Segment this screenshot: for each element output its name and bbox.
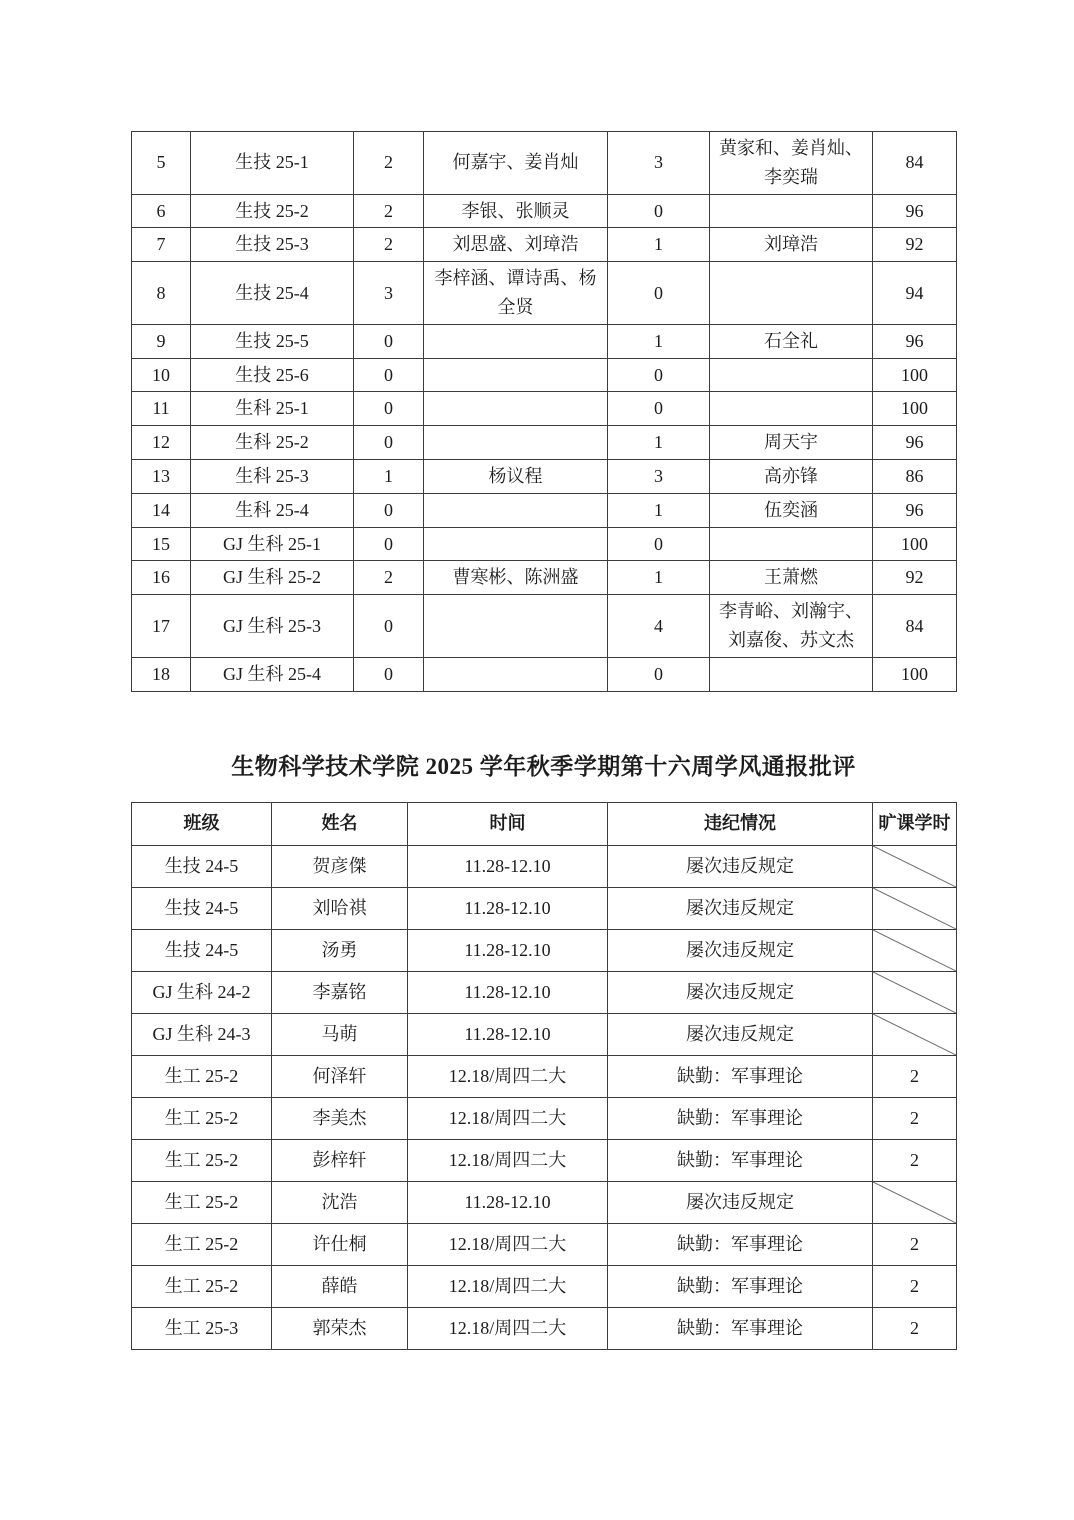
cell-names-a — [424, 358, 608, 392]
cell-count-b: 3 — [608, 132, 710, 195]
cell-names-a: 李梓涵、谭诗禹、杨全贤 — [424, 262, 608, 325]
cell-count-a: 0 — [354, 426, 424, 460]
weekly-stats-table-body — [132, 132, 957, 692]
cell-score: 86 — [873, 459, 957, 493]
cell-class: 生工 25-2 — [132, 1097, 272, 1139]
cell-violation: 缺勤：军事理论 — [608, 1265, 873, 1307]
cell-count-a: 2 — [354, 194, 424, 228]
cell-count-b: 1 — [608, 324, 710, 358]
slash-mark — [873, 930, 956, 971]
cell-class: 生科 25-3 — [191, 459, 354, 493]
cell-index: 12 — [132, 426, 191, 460]
cell-name: 郭荣杰 — [272, 1307, 408, 1349]
cell-class: 生工 25-2 — [132, 1055, 272, 1097]
cell-name: 贺彦傑 — [272, 845, 408, 887]
table-row — [132, 1097, 957, 1139]
cell-names-b — [710, 657, 873, 691]
cell-hours — [873, 1181, 957, 1223]
cell-time: 12.18/周四二大 — [408, 1307, 608, 1349]
cell-score: 84 — [873, 132, 957, 195]
col-header-time: 时间 — [408, 802, 608, 845]
cell-name: 薛皓 — [272, 1265, 408, 1307]
cell-count-a: 2 — [354, 228, 424, 262]
cell-violation: 缺勤：军事理论 — [608, 1307, 873, 1349]
table-row — [132, 358, 957, 392]
cell-count-b: 1 — [608, 493, 710, 527]
cell-names-b: 黄家和、姜肖灿、李奕瑞 — [710, 132, 873, 195]
cell-count-b: 0 — [608, 262, 710, 325]
cell-index: 11 — [132, 392, 191, 426]
table-row — [132, 561, 957, 595]
cell-names-b — [710, 527, 873, 561]
table-row — [132, 1013, 957, 1055]
cell-hours — [873, 1013, 957, 1055]
cell-time: 11.28-12.10 — [408, 845, 608, 887]
cell-names-a — [424, 392, 608, 426]
cell-names-b: 李青峪、刘瀚宇、刘嘉俊、苏文杰 — [710, 595, 873, 658]
cell-index: 14 — [132, 493, 191, 527]
cell-count-a: 0 — [354, 324, 424, 358]
cell-hours — [873, 845, 957, 887]
table-row — [132, 324, 957, 358]
hours-value: 2 — [910, 1233, 919, 1254]
cell-names-b — [710, 392, 873, 426]
table-row — [132, 459, 957, 493]
cell-hours — [873, 971, 957, 1013]
cell-count-a: 2 — [354, 561, 424, 595]
cell-hours — [873, 1055, 957, 1097]
cell-name: 汤勇 — [272, 929, 408, 971]
cell-count-a: 1 — [354, 459, 424, 493]
table-row — [132, 1055, 957, 1097]
cell-time: 12.18/周四二大 — [408, 1055, 608, 1097]
cell-names-b: 高亦锋 — [710, 459, 873, 493]
weekly-stats-table — [131, 131, 957, 692]
cell-class: 生技 25-6 — [191, 358, 354, 392]
cell-count-b: 1 — [608, 426, 710, 460]
table-row — [132, 595, 957, 658]
table-row — [132, 493, 957, 527]
cell-count-b: 1 — [608, 561, 710, 595]
cell-class: 生科 25-4 — [191, 493, 354, 527]
cell-count-a: 2 — [354, 132, 424, 195]
cell-count-b: 0 — [608, 358, 710, 392]
cell-hours — [873, 1097, 957, 1139]
cell-names-a: 何嘉宇、姜肖灿 — [424, 132, 608, 195]
cell-index: 15 — [132, 527, 191, 561]
cell-class: 生技 24-5 — [132, 845, 272, 887]
cell-violation: 缺勤：军事理论 — [608, 1223, 873, 1265]
cell-class: 生技 25-4 — [191, 262, 354, 325]
cell-violation: 缺勤：军事理论 — [608, 1139, 873, 1181]
cell-hours — [873, 1307, 957, 1349]
table-row — [132, 1265, 957, 1307]
cell-names-b: 周天宇 — [710, 426, 873, 460]
section-title: 生物科学技术学院 2025 学年秋季学期第十六周学风通报批评 — [231, 753, 856, 779]
cell-class: GJ 生科 24-3 — [132, 1013, 272, 1055]
cell-names-a — [424, 324, 608, 358]
table-row — [132, 228, 957, 262]
slash-mark — [873, 1182, 956, 1223]
cell-names-b: 王萧燃 — [710, 561, 873, 595]
cell-names-b: 伍奕涵 — [710, 493, 873, 527]
slash-mark — [873, 846, 956, 887]
cell-class: GJ 生科 25-3 — [191, 595, 354, 658]
slash-mark — [873, 1014, 956, 1055]
cell-names-a: 刘思盛、刘璋浩 — [424, 228, 608, 262]
cell-score: 100 — [873, 392, 957, 426]
cell-score: 100 — [873, 527, 957, 561]
criticism-header-row — [132, 802, 957, 845]
cell-names-b: 刘璋浩 — [710, 228, 873, 262]
cell-count-a: 0 — [354, 527, 424, 561]
table-row — [132, 194, 957, 228]
cell-violation: 屡次违反规定 — [608, 1181, 873, 1223]
cell-hours — [873, 1139, 957, 1181]
cell-index: 6 — [132, 194, 191, 228]
cell-count-a: 0 — [354, 657, 424, 691]
cell-count-a: 3 — [354, 262, 424, 325]
cell-count-b: 3 — [608, 459, 710, 493]
cell-names-a — [424, 426, 608, 460]
cell-index: 16 — [132, 561, 191, 595]
cell-class: 生工 25-2 — [132, 1139, 272, 1181]
cell-count-a: 0 — [354, 595, 424, 658]
cell-count-b: 0 — [608, 392, 710, 426]
table-row — [132, 132, 957, 195]
cell-class: GJ 生科 25-1 — [191, 527, 354, 561]
cell-names-b — [710, 262, 873, 325]
cell-names-b — [710, 358, 873, 392]
cell-class: 生工 25-2 — [132, 1223, 272, 1265]
cell-names-a — [424, 493, 608, 527]
cell-time: 11.28-12.10 — [408, 1181, 608, 1223]
cell-violation: 屡次违反规定 — [608, 887, 873, 929]
cell-names-a — [424, 527, 608, 561]
cell-violation: 屡次违反规定 — [608, 845, 873, 887]
cell-index: 7 — [132, 228, 191, 262]
cell-count-a: 0 — [354, 392, 424, 426]
cell-class: 生技 25-1 — [191, 132, 354, 195]
cell-class: GJ 生科 25-2 — [191, 561, 354, 595]
col-header-class: 班级 — [132, 802, 272, 845]
cell-score: 100 — [873, 657, 957, 691]
cell-class: GJ 生科 25-4 — [191, 657, 354, 691]
cell-name: 彭梓轩 — [272, 1139, 408, 1181]
cell-score: 96 — [873, 426, 957, 460]
table-row — [132, 392, 957, 426]
table-row — [132, 657, 957, 691]
cell-time: 11.28-12.10 — [408, 929, 608, 971]
cell-index: 5 — [132, 132, 191, 195]
cell-violation: 缺勤：军事理论 — [608, 1097, 873, 1139]
hours-value: 2 — [910, 1149, 919, 1170]
slash-mark — [873, 972, 956, 1013]
cell-class: 生工 25-3 — [132, 1307, 272, 1349]
cell-class: 生科 25-2 — [191, 426, 354, 460]
cell-index: 18 — [132, 657, 191, 691]
table-row — [132, 262, 957, 325]
cell-name: 许仕桐 — [272, 1223, 408, 1265]
table-row — [132, 527, 957, 561]
cell-count-b: 1 — [608, 228, 710, 262]
cell-class: 生技 24-5 — [132, 929, 272, 971]
cell-count-b: 0 — [608, 194, 710, 228]
table-row — [132, 1223, 957, 1265]
cell-names-b: 石全礼 — [710, 324, 873, 358]
cell-index: 8 — [132, 262, 191, 325]
cell-violation: 屡次违反规定 — [608, 971, 873, 1013]
cell-score: 92 — [873, 228, 957, 262]
col-header-hours: 旷课学时 — [873, 802, 957, 845]
hours-value: 2 — [910, 1275, 919, 1296]
table-row — [132, 426, 957, 460]
cell-class: GJ 生科 24-2 — [132, 971, 272, 1013]
cell-score: 84 — [873, 595, 957, 658]
cell-time: 11.28-12.10 — [408, 971, 608, 1013]
cell-count-a: 0 — [354, 493, 424, 527]
cell-names-a: 曹寒彬、陈洲盛 — [424, 561, 608, 595]
col-header-violation: 违纪情况 — [608, 802, 873, 845]
cell-time: 11.28-12.10 — [408, 887, 608, 929]
cell-score: 94 — [873, 262, 957, 325]
cell-time: 12.18/周四二大 — [408, 1223, 608, 1265]
cell-violation: 缺勤：军事理论 — [608, 1055, 873, 1097]
cell-name: 李美杰 — [272, 1097, 408, 1139]
cell-name: 马萌 — [272, 1013, 408, 1055]
criticism-table — [131, 802, 957, 1350]
cell-names-a: 杨议程 — [424, 459, 608, 493]
cell-class: 生技 25-2 — [191, 194, 354, 228]
cell-time: 12.18/周四二大 — [408, 1265, 608, 1307]
cell-index: 17 — [132, 595, 191, 658]
cell-hours — [873, 929, 957, 971]
cell-index: 9 — [132, 324, 191, 358]
cell-name: 沈浩 — [272, 1181, 408, 1223]
cell-class: 生技 25-3 — [191, 228, 354, 262]
cell-name: 李嘉铭 — [272, 971, 408, 1013]
cell-score: 92 — [873, 561, 957, 595]
cell-time: 11.28-12.10 — [408, 1013, 608, 1055]
cell-names-a — [424, 657, 608, 691]
table-row — [132, 1181, 957, 1223]
table-row — [132, 1307, 957, 1349]
table-row — [132, 929, 957, 971]
hours-value: 2 — [910, 1107, 919, 1128]
cell-violation: 屡次违反规定 — [608, 929, 873, 971]
cell-time: 12.18/周四二大 — [408, 1139, 608, 1181]
hours-value: 2 — [910, 1317, 919, 1338]
cell-class: 生科 25-1 — [191, 392, 354, 426]
col-header-name: 姓名 — [272, 802, 408, 845]
cell-class: 生工 25-2 — [132, 1181, 272, 1223]
cell-name: 何泽轩 — [272, 1055, 408, 1097]
cell-index: 10 — [132, 358, 191, 392]
table-row — [132, 845, 957, 887]
cell-class: 生工 25-2 — [132, 1265, 272, 1307]
cell-count-a: 0 — [354, 358, 424, 392]
cell-class: 生技 25-5 — [191, 324, 354, 358]
cell-score: 96 — [873, 194, 957, 228]
table-row — [132, 887, 957, 929]
criticism-table-body — [132, 845, 957, 1349]
cell-count-b: 0 — [608, 657, 710, 691]
cell-names-b — [710, 194, 873, 228]
table-row — [132, 1139, 957, 1181]
cell-class: 生技 24-5 — [132, 887, 272, 929]
cell-score: 100 — [873, 358, 957, 392]
cell-hours — [873, 1223, 957, 1265]
table-row — [132, 971, 957, 1013]
cell-count-b: 0 — [608, 527, 710, 561]
cell-score: 96 — [873, 493, 957, 527]
slash-mark — [873, 888, 956, 929]
cell-hours — [873, 887, 957, 929]
cell-index: 13 — [132, 459, 191, 493]
cell-count-b: 4 — [608, 595, 710, 658]
cell-score: 96 — [873, 324, 957, 358]
cell-violation: 屡次违反规定 — [608, 1013, 873, 1055]
cell-hours — [873, 1265, 957, 1307]
cell-names-a: 李银、张顺灵 — [424, 194, 608, 228]
cell-name: 刘哈祺 — [272, 887, 408, 929]
cell-time: 12.18/周四二大 — [408, 1097, 608, 1139]
hours-value: 2 — [910, 1065, 919, 1086]
cell-names-a — [424, 595, 608, 658]
